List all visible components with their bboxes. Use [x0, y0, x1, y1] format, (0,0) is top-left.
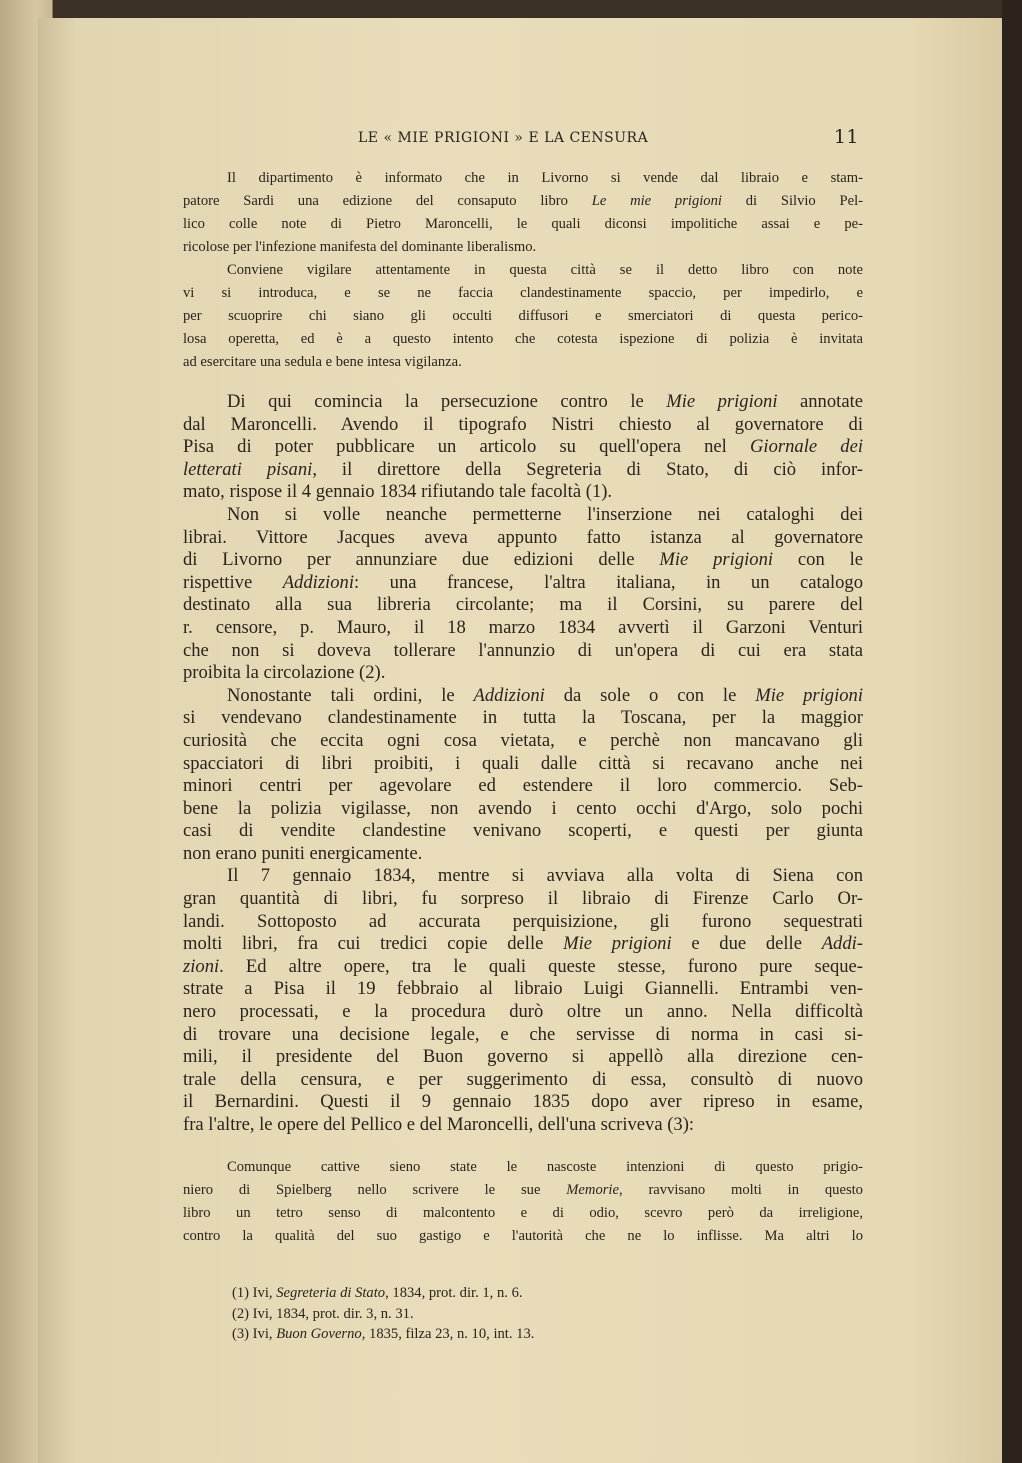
italic-title: Segreteria di Stato [276, 1285, 386, 1301]
text-line: minori centri per agevolare ed estendere il loro commercio. Seb- [183, 775, 863, 797]
text-line: rispettive Addizioni: una francese, l'altra italiana, in un catalogo [183, 571, 864, 593]
italic-title: Mie prigioni [755, 684, 863, 706]
text-line: trale della censura, e per suggerimento di essa, consultò di nuovo [183, 1068, 863, 1090]
footnote: (2) Ivi, 1834, prot. dir. 3, n. 31. [232, 1305, 414, 1322]
italic-title: Buon Governo [276, 1326, 362, 1342]
text-line: Il 7 gennaio 1834, mentre si avviava alla volta di Siena con [227, 865, 863, 887]
text-line: destinato alla sua libreria circolante; ma il Corsini, su parere del [183, 594, 863, 616]
block-quote-2 [183, 1156, 863, 1248]
text-line: curiosità che eccita ogni cosa vietata, e perchè non mancavano gli [183, 729, 863, 751]
text-line: r. censore, p. Mauro, il 18 marzo 1834 avvertì il Garzoni Venturi [183, 616, 863, 638]
italic-title: Addizioni [473, 684, 545, 706]
text-line: Il dipartimento è informato che in Livorno si vende dal libraio e stam- [227, 170, 863, 186]
text-line: lico colle note di Pietro Maroncelli, le quali diconsi impolitiche assai e pe- [183, 216, 863, 232]
text-line: Di qui comincia la persecuzione contro le Mie prigioni annotate [227, 391, 863, 412]
text-line: Pisa di poter pubblicare un articolo su quell'opera nel Giornale dei [183, 436, 863, 458]
text-line: che non si doveva tollerare l'annunzio di un'opera di cui era stata [183, 639, 863, 661]
text-line: spacciatori di libri proibiti, i quali dalle città si recavano anche nei [183, 752, 863, 774]
text-line: Comunque cattive sieno state le nascoste intenzioni di questo prigio- [227, 1159, 863, 1175]
text-line: letterati pisani, il direttore della Segreteria di Stato, di ciò infor- [183, 458, 863, 480]
italic-title: Mie prigioni [659, 549, 774, 571]
text-line: patore Sardi una edizione del consaputo libro Le mie prigioni di Silvio Pel- [183, 193, 863, 209]
italic-title: zioni [183, 955, 220, 977]
text-line: strate a Pisa il 19 febbraio al libraio Luigi Giannelli. Entrambi ven- [183, 978, 863, 1000]
text-line: librai. Vittore Jacques aveva appunto fatto istanza al governatore [183, 526, 863, 548]
text-line: Non si volle neanche permetterne l'inserzione nei cataloghi dei [227, 503, 863, 525]
text-line: fra l'altre, le opere del Pellico e del Maroncelli, dell'una scriveva (3): [183, 1114, 695, 1135]
text-line: niero di Spielberg nello scrivere le sue Memorie, ravvisano molti in questo [183, 1182, 863, 1198]
text-line: Nonostante tali ordini, le Addizioni da sole o con le Mie prigioni [227, 684, 863, 706]
italic-title: letterati pisani [183, 458, 313, 480]
text-line: Conviene vigilare attentamente in questa città se il detto libro con note [227, 262, 863, 278]
text-line: casi di vendite clandestine venivano scoperti, e questi per giunta [183, 820, 863, 842]
text-line: libro un tetro senso di malcontento e di odio, scevro però da irreligione, [183, 1205, 863, 1221]
footnotes [232, 1283, 732, 1345]
italic-title: Le mie prigioni [591, 193, 722, 209]
block-quote-1 [183, 167, 863, 374]
italic-title: Addizioni [282, 571, 354, 593]
text-line: proibita la circolazione (2). [183, 662, 386, 684]
footnote: (1) Ivi, Segreteria di Stato, 1834, prot. dir. 1, n. 6. [232, 1285, 523, 1301]
page-number: 11 [833, 126, 859, 148]
italic-title: Addi- [821, 933, 863, 955]
text-line: il Bernardini. Questi il 9 gennaio 1835 dopo aver ripreso in esame, [183, 1091, 863, 1113]
text-line: vi si introduca, e se ne faccia clandestinamente spaccio, per impedirlo, e [183, 285, 863, 301]
text-line: losa operetta, ed è a questo intento che cotesta ispezione di polizia è invitata [183, 331, 863, 347]
text-line: gran quantità di libri, fu sorpreso il libraio di Firenze Carlo Or- [183, 888, 863, 910]
running-title: LE « MIE PRIGIONI » E LA CENSURA [358, 130, 649, 146]
text-line: contro la qualità del suo gastigo e l'autorità che ne lo inflisse. Ma altri lo [183, 1228, 863, 1244]
text-line: mato, rispose il 4 gennaio 1834 rifiutando tale facoltà (1). [183, 481, 613, 503]
text-line: ad esercitare una sedula e bene intesa vigilanza. [183, 354, 462, 370]
text-line: bene la polizia vigilasse, non avendo i cento occhi d'Argo, solo pochi [183, 797, 863, 819]
text-line: nero processati, e la procedura durò oltre un anno. Nella difficoltà [183, 1001, 863, 1023]
text-line: per scuoprire chi siano gli occulti diffusori e smerciatori di questa perico- [183, 308, 863, 324]
italic-title: Memorie [566, 1182, 619, 1198]
text-line: dal Maroncelli. Avendo il tipografo Nistri chiesto al governatore di [183, 413, 863, 435]
text-line: mili, il presidente del Buon governo si appellò alla direzione cen- [183, 1046, 863, 1068]
text-line: non erano puniti energicamente. [183, 842, 423, 864]
main-text [183, 391, 863, 1137]
text-line: molti libri, fra cui tredici copie delle Mie prigioni e due delle Addi- [183, 933, 863, 955]
text-line: di Livorno per annunziare due edizioni delle Mie prigioni con le [183, 549, 863, 571]
text-line: ricolose per l'infezione manifesta del dominante liberalismo. [183, 239, 537, 255]
italic-title: Mie prigioni [666, 391, 778, 412]
footnote: (3) Ivi, Buon Governo, 1835, filza 23, n. 10, int. 13. [232, 1326, 535, 1342]
italic-title: Mie prigioni [563, 933, 672, 955]
italic-title: Giornale dei [749, 436, 863, 458]
text-line: si vendevano clandestinamente in tutta la Toscana, per la maggior [183, 707, 863, 729]
text-line: landi. Sottoposto ad accurata perquisizione, gli furono sequestrati [183, 910, 863, 932]
scan-border [1002, 0, 1022, 1463]
text-line: di trovare una decisione legale, e che servisse di norma in casi si- [183, 1023, 863, 1045]
text-line: zioni. Ed altre opere, tra le quali queste stesse, furono pure seque- [183, 955, 863, 977]
